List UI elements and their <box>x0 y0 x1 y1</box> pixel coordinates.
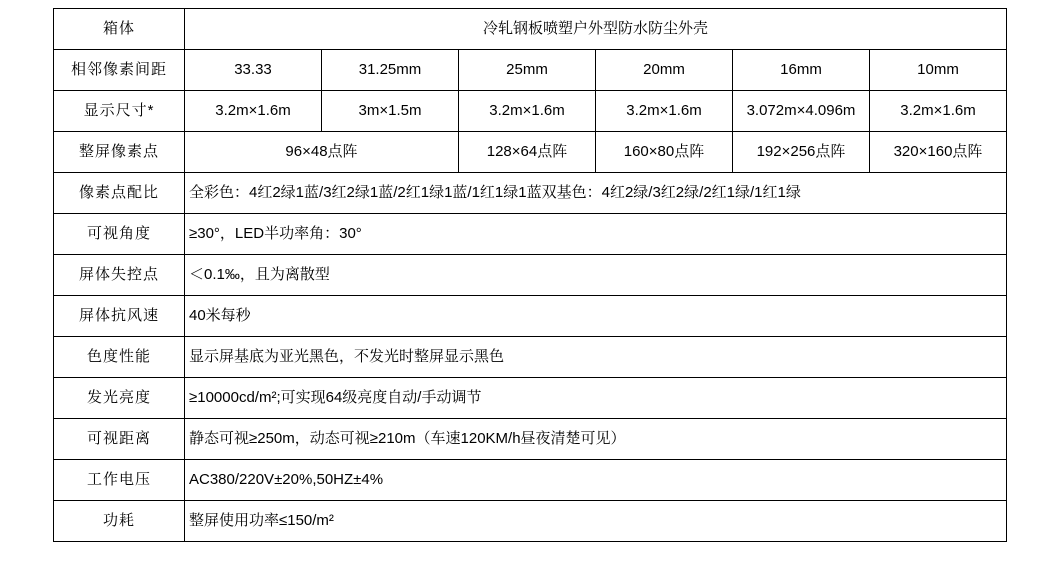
table-cell: ≥30°，LED半功率角：30° <box>185 214 1007 255</box>
table-cell: 3.2m×1.6m <box>870 91 1007 132</box>
table-cell: 整屏使用功率≤150/m² <box>185 501 1007 542</box>
row-label: 显示尺寸* <box>54 91 185 132</box>
table-cell: 静态可视≥250m，动态可视≥210m（车速120KM/h昼夜清楚可见） <box>185 419 1007 460</box>
table-cell: 192×256点阵 <box>733 132 870 173</box>
row-label: 功耗 <box>54 501 185 542</box>
table-cell: 3.2m×1.6m <box>459 91 596 132</box>
row-label: 发光亮度 <box>54 378 185 419</box>
row-label: 相邻像素间距 <box>54 50 185 91</box>
table-body <box>54 9 1007 542</box>
table-cell: 3m×1.5m <box>322 91 459 132</box>
table-row <box>54 9 1007 50</box>
table-cell: 3.2m×1.6m <box>185 91 322 132</box>
row-label: 可视角度 <box>54 214 185 255</box>
row-label: 像素点配比 <box>54 173 185 214</box>
table-cell: 40米每秒 <box>185 296 1007 337</box>
row-label: 屏体失控点 <box>54 255 185 296</box>
table-cell: 显示屏基底为亚光黑色，不发光时整屏显示黑色 <box>185 337 1007 378</box>
table-row <box>54 132 1007 173</box>
table-cell: ＜0.1‰，且为离散型 <box>185 255 1007 296</box>
table-row <box>54 173 1007 214</box>
specification-table <box>53 8 1007 542</box>
table-cell: 128×64点阵 <box>459 132 596 173</box>
table-row <box>54 296 1007 337</box>
row-label: 箱体 <box>54 9 185 50</box>
table-cell: 16mm <box>733 50 870 91</box>
row-label: 屏体抗风速 <box>54 296 185 337</box>
table-cell: ≥10000cd/m²;可实现64级亮度自动/手动调节 <box>185 378 1007 419</box>
table-row <box>54 378 1007 419</box>
row-label: 整屏像素点 <box>54 132 185 173</box>
table-row <box>54 255 1007 296</box>
table-cell: 3.072m×4.096m <box>733 91 870 132</box>
table-cell: 3.2m×1.6m <box>596 91 733 132</box>
table-cell: 冷轧钢板喷塑户外型防水防尘外壳 <box>185 9 1007 50</box>
row-label: 色度性能 <box>54 337 185 378</box>
table-cell: 10mm <box>870 50 1007 91</box>
row-label: 工作电压 <box>54 460 185 501</box>
table-row <box>54 460 1007 501</box>
table-row <box>54 214 1007 255</box>
table-cell: 31.25mm <box>322 50 459 91</box>
table-cell: 33.33 <box>185 50 322 91</box>
table-cell: 96×48点阵 <box>185 132 459 173</box>
table-row <box>54 337 1007 378</box>
table-cell: 全彩色：4红2绿1蓝/3红2绿1蓝/2红1绿1蓝/1红1绿1蓝双基色：4红2绿/3红2绿/2红1绿/1红1绿 <box>185 173 1007 214</box>
table-cell: 160×80点阵 <box>596 132 733 173</box>
row-label: 可视距离 <box>54 419 185 460</box>
table-cell: 20mm <box>596 50 733 91</box>
table-row <box>54 50 1007 91</box>
table-row <box>54 91 1007 132</box>
table-cell: AC380/220V±20%,50HZ±4% <box>185 460 1007 501</box>
table-row <box>54 501 1007 542</box>
table-cell: 25mm <box>459 50 596 91</box>
table-row <box>54 419 1007 460</box>
table-cell: 320×160点阵 <box>870 132 1007 173</box>
